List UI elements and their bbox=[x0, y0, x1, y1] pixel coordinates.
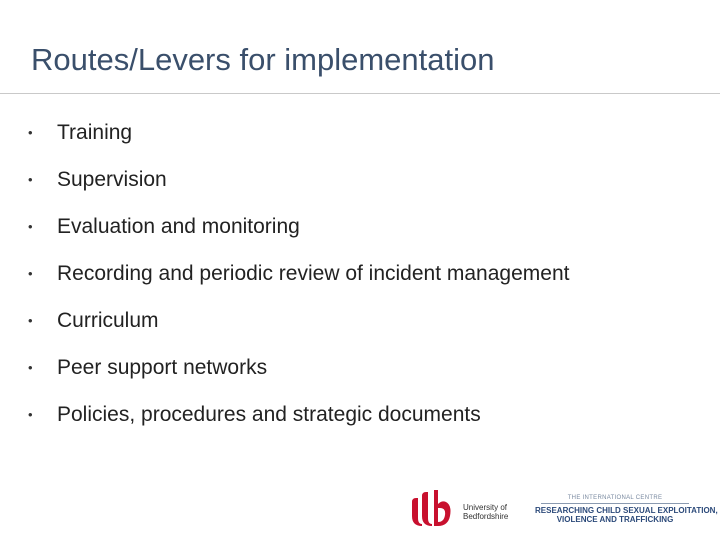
bullet-text: Curriculum bbox=[57, 309, 159, 332]
bullet-item-peer-support bbox=[28, 353, 569, 400]
bullet-icon: • bbox=[28, 266, 33, 281]
bullet-list bbox=[28, 118, 569, 447]
university-of-bedfordshire-logo bbox=[410, 488, 510, 528]
bullet-item-supervision bbox=[28, 165, 569, 212]
bullet-item-training bbox=[28, 118, 569, 165]
bullet-icon: • bbox=[28, 360, 33, 375]
bullet-item-evaluation bbox=[28, 212, 569, 259]
bullet-text: Supervision bbox=[57, 168, 167, 191]
bullet-icon: • bbox=[28, 313, 33, 328]
bullet-text: Evaluation and monitoring bbox=[57, 215, 300, 238]
title-divider bbox=[0, 93, 720, 94]
slide-title: Routes/Levers for implementation bbox=[31, 42, 495, 77]
bullet-icon: • bbox=[28, 219, 33, 234]
bullet-item-policies bbox=[28, 400, 569, 447]
university-name-line2: Bedfordshire bbox=[463, 512, 509, 521]
university-of-bedfordshire-logo-icon bbox=[410, 488, 460, 528]
centre-logo-divider bbox=[541, 503, 689, 504]
bullet-icon: • bbox=[28, 125, 33, 140]
university-name bbox=[463, 503, 523, 521]
bullet-text: Policies, procedures and strategic documents bbox=[57, 403, 481, 426]
bullet-text: Recording and periodic review of incident management bbox=[57, 262, 570, 285]
bullet-icon: • bbox=[28, 172, 33, 187]
bullet-item-curriculum bbox=[28, 306, 569, 353]
bullet-icon: • bbox=[28, 407, 33, 422]
bullet-text: Training bbox=[57, 121, 133, 144]
centre-name-line3: VIOLENCE AND TRAFFICKING bbox=[556, 515, 674, 524]
university-name-line1: University of bbox=[463, 503, 508, 512]
centre-name-line1: THE INTERNATIONAL CENTRE bbox=[567, 495, 663, 501]
bullet-item-recording bbox=[28, 259, 569, 306]
international-centre-logo bbox=[535, 494, 718, 528]
centre-name-line2: RESEARCHING CHILD SEXUAL EXPLOITATION, bbox=[535, 506, 718, 515]
bullet-text: Peer support networks bbox=[57, 356, 268, 379]
